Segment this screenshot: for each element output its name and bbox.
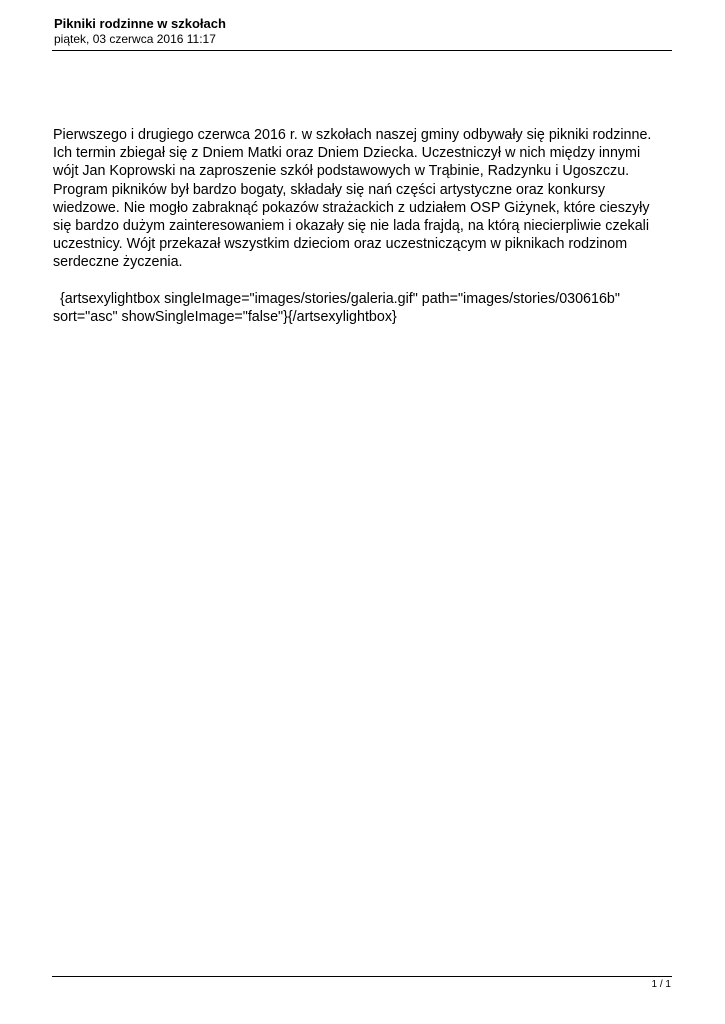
- page-number: 1 / 1: [651, 979, 671, 990]
- paragraph-line: wiedzowe. Nie mogło zabraknąć pokazów strażackich z udziałem OSP Giżynek, które cieszyły: [53, 199, 650, 216]
- shortcode-line: sort="asc" showSingleImage="false"}{/artsexylightbox}: [53, 308, 397, 325]
- document-header: [54, 16, 672, 47]
- page-title: Pikniki rodzinne w szkołach: [54, 16, 226, 31]
- publish-date: piątek, 03 czerwca 2016 11:17: [54, 32, 216, 46]
- shortcode-line: {artsexylightbox singleImage="images/stories/galeria.gif" path="images/stories/030616b": [60, 290, 620, 307]
- paragraph-line: wójt Jan Koprowski na zaproszenie szkół podstawowych w Trąbinie, Radzynku i Ugoszczu.: [53, 163, 630, 180]
- paragraph-line: się bardzo dużym zainteresowaniem i okazały się nie lada frajdą, na którą niecierpliwie czekali: [53, 218, 649, 235]
- paragraph-line: serdeczne życzenia.: [53, 254, 183, 271]
- lightbox-shortcode: [53, 290, 673, 326]
- article-body: [53, 126, 673, 326]
- paragraph-line: Program pikników był bardzo bogaty, składały się nań części artystyczne oraz konkursy: [53, 181, 605, 198]
- header-divider: [52, 50, 672, 51]
- paragraph-line: Ich termin zbiegał się z Dniem Matki oraz Dniem Dziecka. Uczestniczył w nich między innymi: [53, 145, 641, 162]
- footer-divider: [52, 976, 672, 977]
- paragraph-line: uczestnicy. Wójt przekazał wszystkim dzieciom oraz uczestniczącym w piknikach rodzinom: [53, 236, 628, 253]
- article-paragraph: [53, 126, 673, 272]
- paragraph-line: Pierwszego i drugiego czerwca 2016 r. w szkołach naszej gminy odbywały się pikniki rodzinne.: [53, 127, 652, 143]
